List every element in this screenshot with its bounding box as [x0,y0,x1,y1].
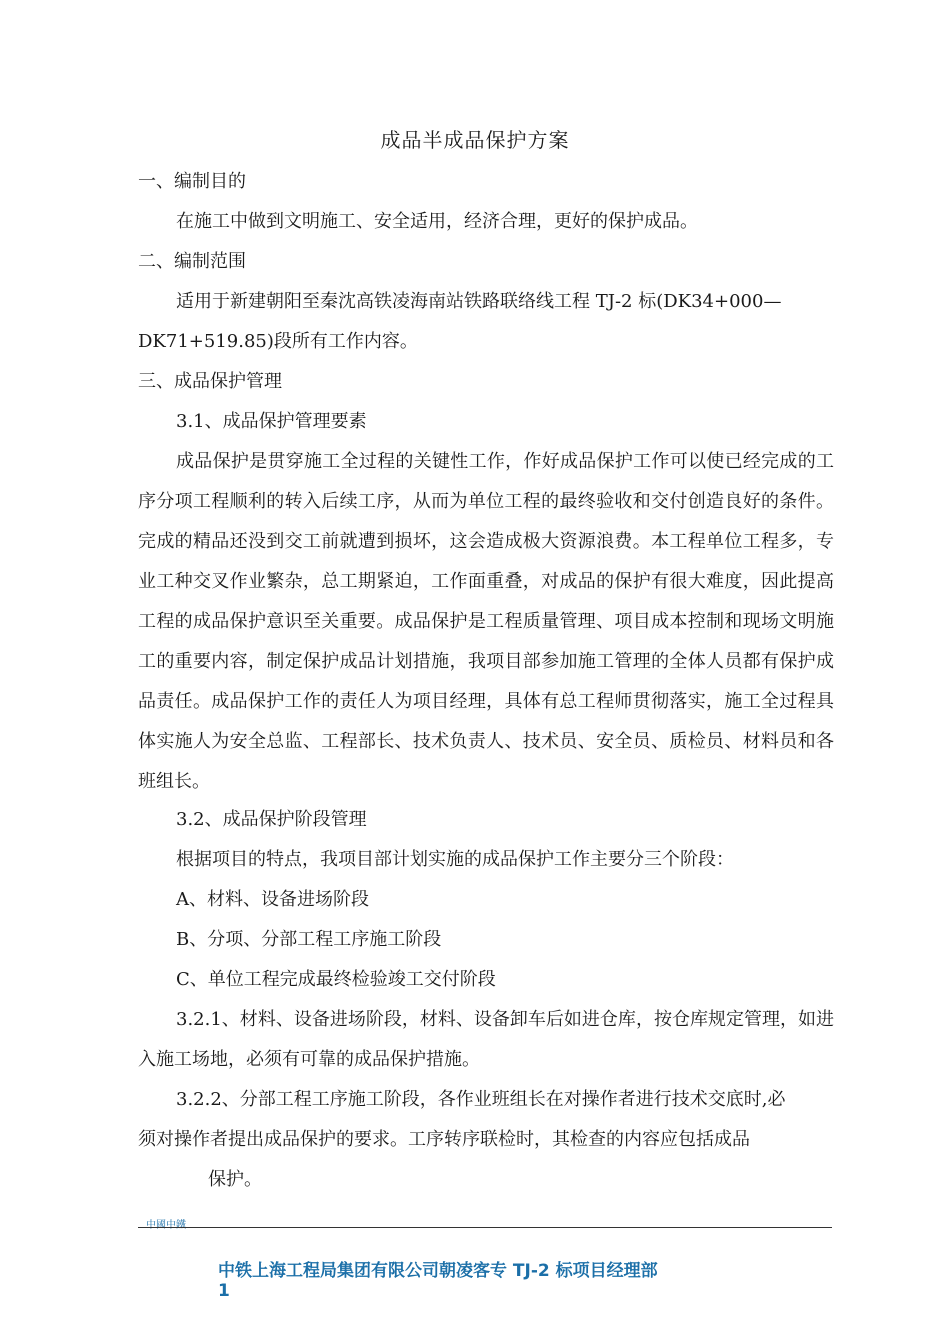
section-3-2-2-line1: 3.2.2、分部工程工序施工阶段，各作业班组长在对操作者进行技术交底时,必 [176,1089,786,1110]
stage-c: C、单位工程完成最终检验竣工交付阶段 [176,969,496,990]
section-2-text-line1: 适用于新建朝阳至秦沈高铁凌海南站铁路联络线工程 TJ-2 标(DK34+000— [176,291,782,312]
section-3-2-2-line2: 须对操作者提出成品保护的要求。工序转序联检时，其检查的内容应包括成品 [138,1129,750,1150]
section-1-text: 在施工中做到文明施工、安全适用，经济合理，更好的保护成品。 [176,211,698,232]
section-3-2-heading: 3.2、成品保护阶段管理 [176,809,367,830]
section-3-1-paragraph: 成品保护是贯穿施工全过程的关键性工作，作好成品保护工作可以使已经完成的工序分项工程顺利的转入后续工序，从而为单位工程的最终验收和交付创造良好的条件。完成的精品还没到交工前就遭到损坏，这会造成极大资源浪费。本工程单位工程多，专业工种交叉作业繁杂，总工期紧迫，工作面重叠，对成品的保护有很大难度，因此提高工程的成品保护意识至关重要。成品保护是工程质量管理、项目成本控制和现场文明施工的重要内容，制定保护成品计划措施，我项目部参加施工管理的全体人员都有保护成品责任。成品保护工作的责任人为项目经理，具体有总工程师贯彻落实，施工全过程具体实施人为安全总监、工程部长、技术负责人、技术员、安全员、质检员、材料员和各班组长。 [138,451,834,792]
section-3-2-1-paragraph: 3.2.1、材料、设备进场阶段，材料、设备卸车后如进仓库，按仓库规定管理，如进入施工场地，必须有可靠的成品保护措施。 [138,1009,834,1070]
stage-a: A、材料、设备进场阶段 [176,889,369,910]
section-3-2-intro: 根据项目的特点，我项目部计划实施的成品保护工作主要分三个阶段： [176,849,734,870]
footer-divider [138,1227,832,1228]
page-number: 1 [218,1281,230,1301]
section-1-heading: 一、编制目的 [138,171,246,192]
section-2-heading: 二、编制范围 [138,251,246,272]
footer-company-name: 中铁上海工程局集团有限公司朝凌客专 TJ-2 标项目经理部 [218,1261,658,1281]
section-3-heading: 三、成品保护管理 [138,371,282,392]
document-title: 成品半成品保护方案 [380,128,570,152]
section-2-text-line2: DK71+519.85)段所有工作内容。 [138,331,418,352]
stage-b: B、分项、分部工程工序施工阶段 [176,929,442,950]
company-logo: 中國中鐵 [146,1220,186,1231]
section-3-1-heading: 3.1、成品保护管理要素 [176,411,367,432]
section-3-2-2-line3: 保护。 [208,1169,262,1190]
